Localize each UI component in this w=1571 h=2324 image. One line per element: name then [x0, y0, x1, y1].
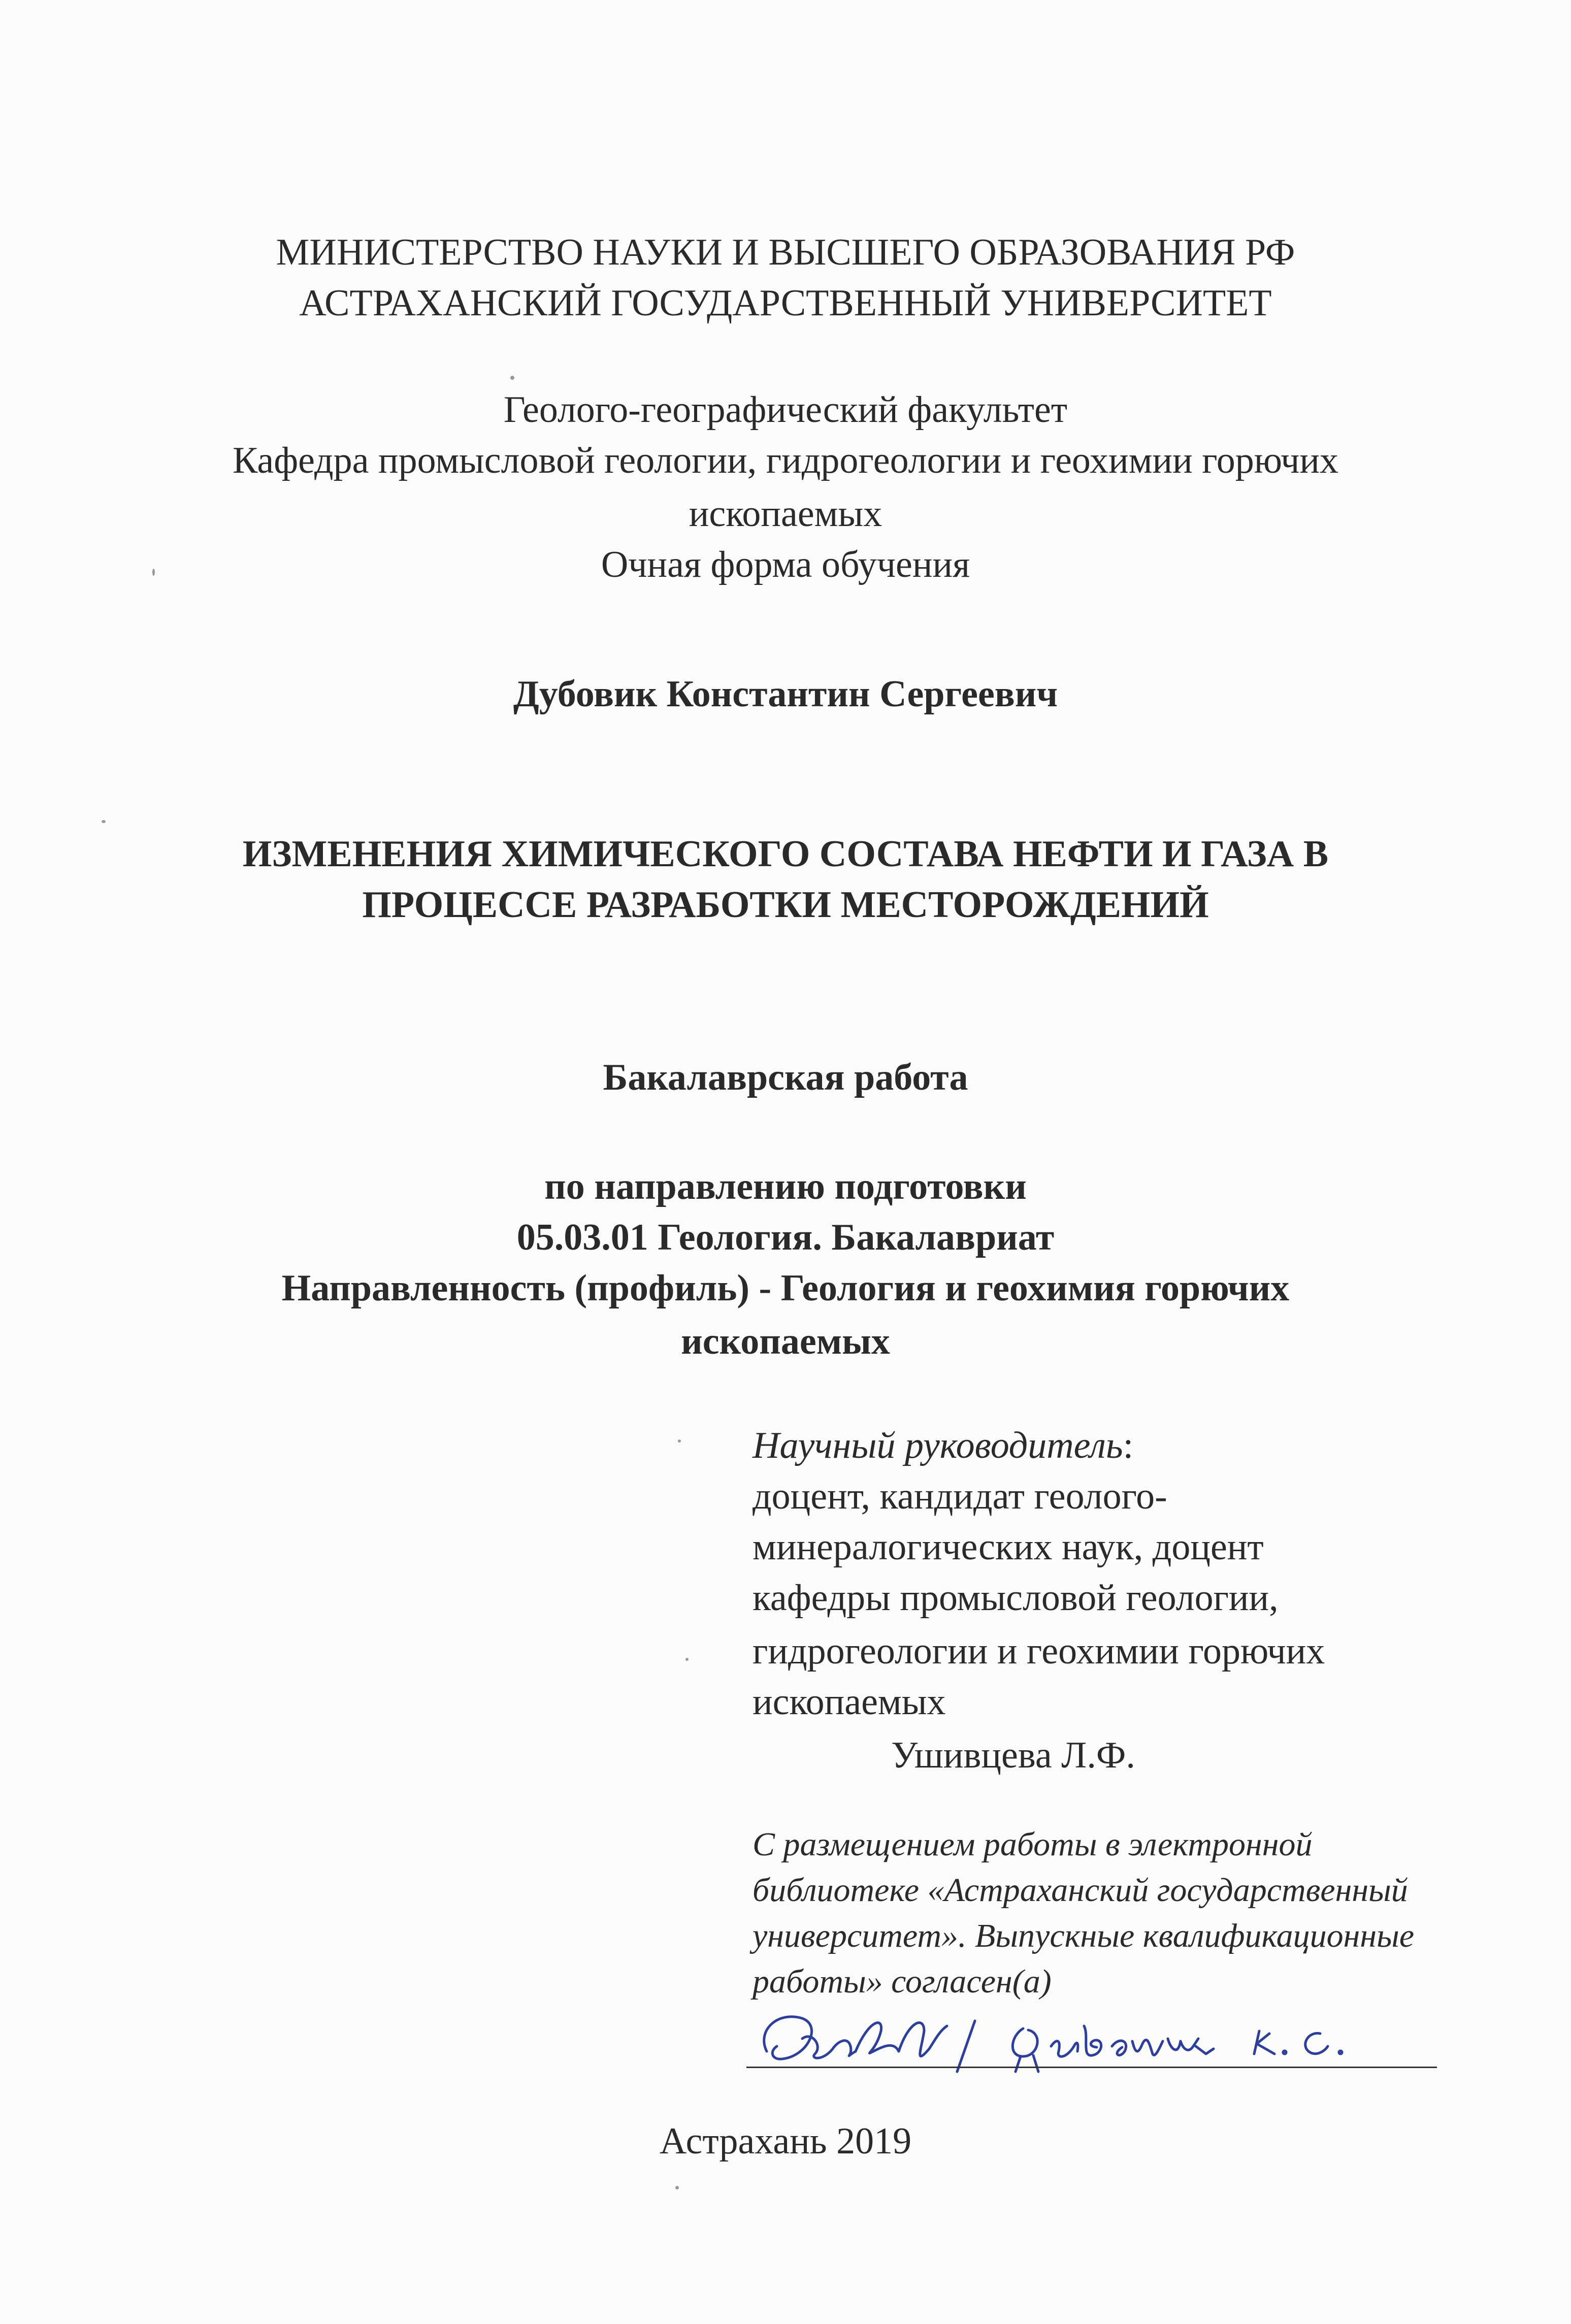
- department-line-1: Кафедра промысловой геологии, гидрогеологии и геохимии горючих: [232, 440, 1339, 481]
- direction-line-2: 05.03.01 Геология. Бакалавриат: [516, 1217, 1055, 1258]
- author-name: Дубовик Константин Сергеевич: [513, 673, 1058, 715]
- handwritten-signature: [746, 1990, 1437, 2082]
- scan-speck: [685, 1658, 689, 1661]
- consent-line: С размещением работы в электронной: [752, 1826, 1313, 1863]
- consent-line: университет». Выпускные квалификационные: [752, 1917, 1415, 1954]
- supervisor-line: доцент, кандидат геолого-: [752, 1476, 1167, 1517]
- supervisor-line: гидрогеологии и геохимии горючих: [752, 1630, 1325, 1672]
- scan-speck: [102, 820, 106, 823]
- faculty-name: Геолого-географический факультет: [503, 389, 1068, 431]
- direction-line-1: по направлению подготовки: [544, 1166, 1027, 1207]
- scan-speck: [675, 2186, 679, 2189]
- supervisor-line: минералогических наук, доцент: [752, 1526, 1264, 1568]
- university-heading: АСТРАХАНСКИЙ ГОСУДАРСТВЕННЫЙ УНИВЕРСИТЕТ: [299, 282, 1272, 324]
- thesis-title-line-2: ПРОЦЕССЕ РАЗРАБОТКИ МЕСТОРОЖДЕНИЙ: [362, 884, 1209, 926]
- signature-line: [746, 2067, 1437, 2068]
- work-type: Бакалаврская работа: [603, 1057, 968, 1098]
- direction-line-3: Направленность (профиль) - Геология и геохимия горючих: [281, 1267, 1290, 1309]
- city-year: Астрахань 2019: [659, 2120, 912, 2162]
- signature-area: [746, 1990, 1437, 2082]
- supervisor-line: ископаемых: [752, 1681, 946, 1723]
- consent-line: библиотеке «Астраханский государственный: [752, 1872, 1408, 1909]
- scan-speck: [678, 1439, 681, 1443]
- thesis-title-line-1: ИЗМЕНЕНИЯ ХИМИЧЕСКОГО СОСТАВА НЕФТИ И ГАЗА В: [242, 833, 1329, 875]
- direction-line-4: ископаемых: [681, 1321, 890, 1362]
- scan-speck: [510, 376, 514, 380]
- supervisor-label: Научный руководитель:: [752, 1425, 1134, 1466]
- department-line-2: ископаемых: [689, 493, 882, 535]
- ministry-heading: МИНИСТЕРСТВО НАУКИ И ВЫСШЕГО ОБРАЗОВАНИЯ РФ: [276, 232, 1295, 273]
- consent-line: работы» согласен(а): [752, 1963, 1052, 2000]
- supervisor-name: Ушивцева Л.Ф.: [891, 1734, 1135, 1776]
- scan-speck: [152, 569, 155, 576]
- supervisor-line: кафедры промысловой геологии,: [752, 1577, 1279, 1619]
- study-form: Очная форма обучения: [601, 544, 970, 585]
